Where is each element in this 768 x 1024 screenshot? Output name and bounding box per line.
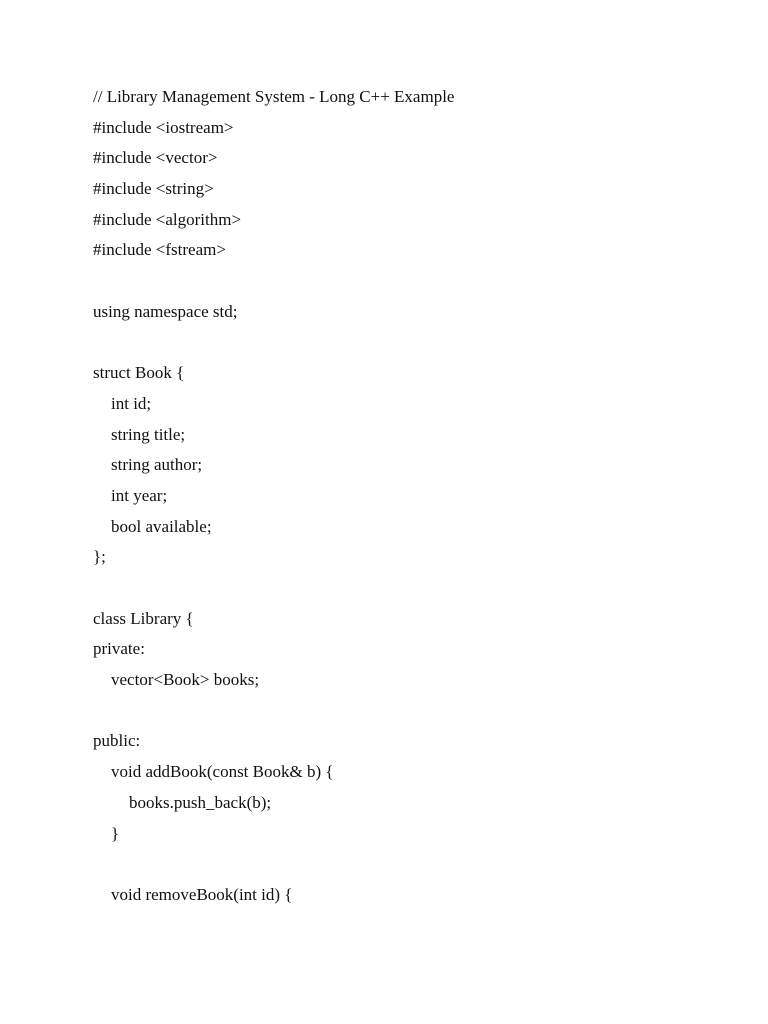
code-line-include-iostream: #include <iostream> xyxy=(93,117,234,137)
code-line-remove-book: void removeBook(int id) { xyxy=(111,884,293,904)
code-line-blank xyxy=(93,698,733,729)
code-line-blank xyxy=(93,851,733,882)
code-line-add-book: void addBook(const Book& b) { xyxy=(111,762,334,782)
code-line-include-string: #include <string> xyxy=(93,179,214,199)
code-listing xyxy=(93,84,733,913)
code-line-push-back: books.push_back(b); xyxy=(129,792,272,812)
code-line-field-author: string author; xyxy=(111,455,203,475)
code-line-books-vector: vector<Book> books; xyxy=(111,670,260,690)
code-line-field-available: bool available; xyxy=(111,516,212,536)
code-line-include-vector: #include <vector> xyxy=(93,148,218,168)
code-line-blank xyxy=(93,330,733,361)
code-line-public: public: xyxy=(93,731,141,751)
code-line-include-fstream: #include <fstream> xyxy=(93,240,226,260)
code-line-include-algorithm: #include <algorithm> xyxy=(93,209,242,229)
code-line-field-year: int year; xyxy=(111,485,168,505)
code-line-field-title: string title; xyxy=(111,424,186,444)
code-line-method-end: } xyxy=(111,823,120,843)
code-line-blank xyxy=(93,268,733,299)
code-line-class-library: class Library { xyxy=(93,608,194,628)
code-line-comment: // Library Management System - Long C++ Example xyxy=(93,87,455,106)
code-line-struct-book: struct Book { xyxy=(93,363,185,383)
code-line-using-namespace: using namespace std; xyxy=(93,301,238,321)
code-line-private: private: xyxy=(93,639,145,659)
code-line-struct-end: }; xyxy=(93,547,106,567)
code-line-field-id: int id; xyxy=(111,393,152,413)
code-line-blank xyxy=(93,575,733,606)
